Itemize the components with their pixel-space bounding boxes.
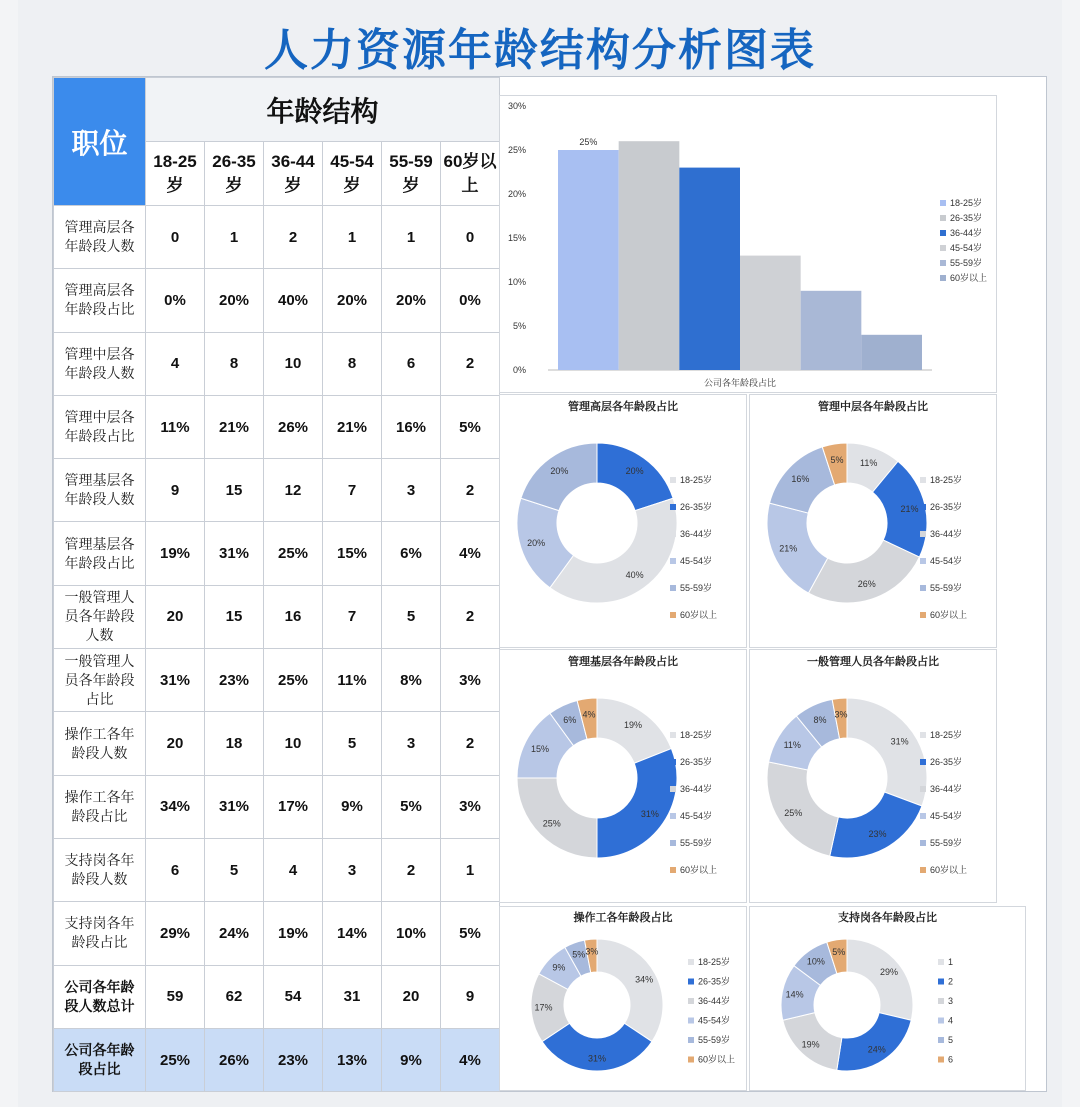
pie-data-label: 34% xyxy=(635,974,654,985)
table-row xyxy=(54,1028,500,1091)
legend-swatch xyxy=(940,245,946,251)
table-cell: 12 xyxy=(264,459,323,522)
legend-label: 2 xyxy=(948,976,954,987)
row-label: 管理中层各年龄段占比 xyxy=(54,395,146,458)
page-title: 人力资源年龄结构分析图表 xyxy=(264,26,816,75)
age-group-header: 18-25岁 xyxy=(146,142,205,206)
row-label: 管理中层各年龄段人数 xyxy=(54,332,146,395)
legend-swatch xyxy=(938,1018,944,1024)
table-cell: 2 xyxy=(264,206,323,269)
legend-swatch xyxy=(938,998,944,1004)
bar-36-44岁 xyxy=(679,168,740,370)
pie-data-label: 25% xyxy=(784,807,803,818)
legend-swatch xyxy=(670,612,676,618)
legend-swatch xyxy=(670,732,676,738)
table-cell: 3% xyxy=(441,775,500,838)
table-cell: 20% xyxy=(323,269,382,332)
legend-label: 60岁以上 xyxy=(930,610,968,620)
pie-data-label: 20% xyxy=(527,537,546,548)
y-tick-label: 5% xyxy=(512,321,526,331)
pie-data-label: 29% xyxy=(879,966,898,977)
table-cell: 5% xyxy=(441,902,500,965)
row-label: 操作工各年龄段人数 xyxy=(54,712,146,775)
legend-swatch xyxy=(940,215,946,221)
pie-slice xyxy=(521,443,597,511)
table-row xyxy=(54,522,500,585)
table-row xyxy=(54,649,500,712)
page xyxy=(18,0,1062,1107)
table-row xyxy=(54,965,500,1028)
legend-label: 36-44岁 xyxy=(950,228,983,238)
legend-swatch xyxy=(920,504,926,510)
table-cell: 4 xyxy=(264,838,323,901)
row-label: 管理基层各年龄段人数 xyxy=(54,459,146,522)
table-row xyxy=(54,395,500,458)
table-cell: 25% xyxy=(264,649,323,712)
table-cell: 1 xyxy=(205,206,264,269)
pie-data-label: 11% xyxy=(783,739,801,750)
pie-slice xyxy=(830,792,922,858)
y-tick-label: 10% xyxy=(507,277,526,287)
y-tick-label: 20% xyxy=(507,189,526,199)
table-cell: 20 xyxy=(382,965,441,1028)
legend-label: 60岁以上 xyxy=(680,865,718,875)
pie-data-label: 16% xyxy=(791,474,810,485)
table-cell: 9% xyxy=(382,1028,441,1091)
pie-title: 支持岗各年龄段占比 xyxy=(838,912,937,924)
pie-title: 管理高层各年龄段占比 xyxy=(568,401,678,413)
legend-swatch xyxy=(688,998,694,1004)
table-cell: 4% xyxy=(441,522,500,585)
bar-chart-svg xyxy=(500,96,996,392)
table-cell: 6 xyxy=(146,838,205,901)
pie-data-label: 4% xyxy=(582,709,596,720)
table-cell: 23% xyxy=(205,649,264,712)
table-cell: 5 xyxy=(323,712,382,775)
table-cell: 26% xyxy=(205,1028,264,1091)
legend-swatch xyxy=(938,979,944,985)
table-cell: 10 xyxy=(264,712,323,775)
table-cell: 40% xyxy=(264,269,323,332)
pie-chart-general xyxy=(750,650,996,902)
legend-label: 45-54岁 xyxy=(680,811,713,821)
table-cell: 16% xyxy=(382,395,441,458)
pie-panel-general xyxy=(749,649,997,903)
bar-26-35岁 xyxy=(619,141,680,370)
pie-data-label: 20% xyxy=(625,466,644,477)
table-cell: 19% xyxy=(264,902,323,965)
legend-swatch xyxy=(688,959,694,965)
legend-swatch xyxy=(920,558,926,564)
pie-title: 操作工各年龄段占比 xyxy=(573,912,673,924)
legend-swatch xyxy=(938,1057,944,1063)
bar-data-label: 25% xyxy=(579,137,598,147)
pie-data-label: 31% xyxy=(587,1053,607,1064)
row-label: 一般管理人员各年龄段占比 xyxy=(54,649,146,712)
table-cell: 20% xyxy=(382,269,441,332)
legend-label: 45-54岁 xyxy=(698,1015,731,1026)
legend-label: 26-35岁 xyxy=(950,213,983,223)
pie-data-label: 17% xyxy=(534,1002,553,1013)
table-cell: 3 xyxy=(382,459,441,522)
table-row xyxy=(54,269,500,332)
table-row xyxy=(54,206,500,269)
table-cell: 21% xyxy=(205,395,264,458)
pie-chart-support xyxy=(750,907,1025,1090)
table-cell: 15% xyxy=(323,522,382,585)
pie-data-label: 21% xyxy=(900,504,919,515)
table-cell: 0 xyxy=(441,206,500,269)
table-cell: 5% xyxy=(382,775,441,838)
row-label: 操作工各年龄段占比 xyxy=(54,775,146,838)
legend-label: 45-54岁 xyxy=(680,556,713,566)
pie-slice xyxy=(837,1013,911,1071)
y-tick-label: 25% xyxy=(507,145,526,155)
legend-swatch xyxy=(670,558,676,564)
table-cell: 59 xyxy=(146,965,205,1028)
bar-60岁以上 xyxy=(861,335,922,370)
legend-swatch xyxy=(670,840,676,846)
row-label: 支持岗各年龄段人数 xyxy=(54,838,146,901)
position-header: 职位 xyxy=(54,78,146,206)
age-group-header: 26-35岁 xyxy=(205,142,264,206)
legend-label: 45-54岁 xyxy=(930,556,963,566)
table-cell: 0 xyxy=(146,206,205,269)
table-cell: 16 xyxy=(264,585,323,648)
legend-swatch xyxy=(688,1037,694,1043)
pie-slice xyxy=(597,939,663,1042)
table-cell: 31% xyxy=(146,649,205,712)
table-cell: 11% xyxy=(323,649,382,712)
pie-data-label: 3% xyxy=(834,709,848,720)
table-cell: 14% xyxy=(323,902,382,965)
legend-swatch xyxy=(920,732,926,738)
pie-panel-grassroots xyxy=(499,649,747,903)
table-cell: 3 xyxy=(382,712,441,775)
table-cell: 34% xyxy=(146,775,205,838)
row-label: 公司各年龄段人数总计 xyxy=(54,965,146,1028)
pie-data-label: 19% xyxy=(623,720,642,731)
legend-label: 55-59岁 xyxy=(680,838,713,848)
table-cell: 11% xyxy=(146,395,205,458)
table-cell: 6 xyxy=(382,332,441,395)
legend-label: 60岁以上 xyxy=(930,865,968,875)
table-cell: 2 xyxy=(382,838,441,901)
legend-swatch xyxy=(670,759,676,765)
legend-label: 26-35岁 xyxy=(930,502,963,512)
legend-label: 55-59岁 xyxy=(930,838,963,848)
pie-data-label: 31% xyxy=(890,736,909,747)
pie-data-label: 9% xyxy=(552,962,566,973)
pie-data-label: 40% xyxy=(625,569,644,580)
pie-slice xyxy=(597,749,677,858)
table-cell: 0% xyxy=(146,269,205,332)
table-cell: 21% xyxy=(323,395,382,458)
legend-swatch xyxy=(920,531,926,537)
pie-data-label: 5% xyxy=(830,454,844,465)
legend-swatch xyxy=(920,585,926,591)
table-cell: 20 xyxy=(146,712,205,775)
legend-label: 55-59岁 xyxy=(950,258,983,268)
table-row xyxy=(54,838,500,901)
table-cell: 9 xyxy=(146,459,205,522)
legend-label: 18-25岁 xyxy=(698,957,731,967)
legend-swatch xyxy=(688,979,694,985)
table-cell: 3% xyxy=(441,649,500,712)
legend-swatch xyxy=(670,504,676,510)
table-cell: 10% xyxy=(382,902,441,965)
legend-swatch xyxy=(938,1037,944,1043)
pie-data-label: 5% xyxy=(832,947,846,958)
pie-slice xyxy=(847,698,927,806)
table-cell: 7 xyxy=(323,585,382,648)
legend-swatch xyxy=(670,813,676,819)
legend-swatch xyxy=(688,1018,694,1024)
legend-label: 6 xyxy=(948,1054,954,1065)
legend-label: 26-35岁 xyxy=(698,976,731,987)
table-cell: 2 xyxy=(441,585,500,648)
legend-swatch xyxy=(920,612,926,618)
pie-chart-senior xyxy=(500,395,746,647)
legend-label: 18-25岁 xyxy=(930,730,963,740)
table-cell: 9% xyxy=(323,775,382,838)
legend-swatch xyxy=(670,477,676,483)
row-label: 管理高层各年龄段人数 xyxy=(54,206,146,269)
row-label: 支持岗各年龄段占比 xyxy=(54,902,146,965)
legend-swatch xyxy=(940,200,946,206)
bar-18-25岁 xyxy=(558,150,619,370)
pie-data-label: 25% xyxy=(542,818,561,829)
pie-chart-grassroots xyxy=(500,650,746,902)
table-cell: 15 xyxy=(205,585,264,648)
age-group-header: 45-54岁 xyxy=(323,142,382,206)
table-cell: 1 xyxy=(382,206,441,269)
table-cell: 25% xyxy=(146,1028,205,1091)
pie-panel-support xyxy=(749,906,1026,1091)
table-cell: 2 xyxy=(441,459,500,522)
legend-label: 4 xyxy=(948,1015,954,1026)
pie-panel-senior xyxy=(499,394,747,648)
legend-label: 45-54岁 xyxy=(950,243,983,253)
legend-label: 60岁以上 xyxy=(950,273,988,283)
table-row xyxy=(54,902,500,965)
table-cell: 15 xyxy=(205,459,264,522)
pie-data-label: 26% xyxy=(857,578,876,589)
legend-label: 36-44岁 xyxy=(930,784,963,794)
pie-panel-operator xyxy=(499,906,747,1091)
pie-chart-operator xyxy=(500,907,746,1090)
legend-label: 36-44岁 xyxy=(930,529,963,539)
y-tick-label: 0% xyxy=(512,365,526,375)
table-cell: 0% xyxy=(441,269,500,332)
pie-slice xyxy=(597,443,673,511)
legend-label: 26-35岁 xyxy=(930,757,963,767)
bar-45-54岁 xyxy=(740,256,801,370)
table-cell: 19% xyxy=(146,522,205,585)
legend-label: 55-59岁 xyxy=(930,583,963,593)
table-cell: 24% xyxy=(205,902,264,965)
legend-label: 55-59岁 xyxy=(698,1035,731,1045)
legend-label: 3 xyxy=(948,996,954,1006)
table-cell: 8 xyxy=(323,332,382,395)
row-label: 公司各年龄段占比 xyxy=(54,1028,146,1091)
legend-label: 18-25岁 xyxy=(950,198,983,208)
pie-chart-middle xyxy=(750,395,996,647)
table-cell: 20% xyxy=(205,269,264,332)
age-group-header: 60岁以上 xyxy=(441,142,500,206)
legend-swatch xyxy=(670,585,676,591)
table-cell: 13% xyxy=(323,1028,382,1091)
company-age-bar-chart xyxy=(499,95,997,393)
table-cell: 3 xyxy=(323,838,382,901)
pie-panel-middle xyxy=(749,394,997,648)
pie-title: 管理中层各年龄段占比 xyxy=(818,401,928,413)
table-cell: 31% xyxy=(205,775,264,838)
legend-swatch xyxy=(940,275,946,281)
table-cell: 17% xyxy=(264,775,323,838)
table-cell: 54 xyxy=(264,965,323,1028)
table-cell: 18 xyxy=(205,712,264,775)
legend-label: 26-35岁 xyxy=(680,502,713,512)
pie-data-label: 15% xyxy=(530,743,549,754)
table-cell: 5 xyxy=(205,838,264,901)
legend-label: 60岁以上 xyxy=(698,1054,736,1065)
dashboard-board xyxy=(52,76,1047,1092)
table-cell: 10 xyxy=(264,332,323,395)
table-cell: 1 xyxy=(441,838,500,901)
table-cell: 6% xyxy=(382,522,441,585)
table-row xyxy=(54,775,500,838)
table-cell: 1 xyxy=(323,206,382,269)
pie-data-label: 5% xyxy=(572,949,586,960)
table-row xyxy=(54,712,500,775)
legend-label: 18-25岁 xyxy=(680,730,713,740)
pie-slice xyxy=(847,939,913,1020)
table-cell: 8% xyxy=(382,649,441,712)
legend-swatch xyxy=(670,867,676,873)
pie-data-label: 6% xyxy=(563,715,577,726)
legend-swatch xyxy=(920,477,926,483)
legend-label: 26-35岁 xyxy=(680,757,713,767)
legend-swatch xyxy=(688,1057,694,1063)
age-structure-table xyxy=(53,77,500,1092)
y-tick-label: 15% xyxy=(507,233,526,243)
legend-swatch xyxy=(670,786,676,792)
legend-label: 1 xyxy=(948,957,954,967)
x-axis-label: 公司各年龄段占比 xyxy=(703,378,777,388)
legend-label: 36-44岁 xyxy=(698,996,731,1006)
legend-label: 18-25岁 xyxy=(680,475,713,485)
table-cell: 31 xyxy=(323,965,382,1028)
pie-title: 一般管理人员各年龄段占比 xyxy=(807,656,939,668)
legend-swatch xyxy=(940,260,946,266)
legend-swatch xyxy=(938,959,944,965)
pie-data-label: 23% xyxy=(868,829,887,840)
pie-data-label: 8% xyxy=(813,714,827,725)
legend-swatch xyxy=(920,813,926,819)
table-cell: 5% xyxy=(441,395,500,458)
table-cell: 4 xyxy=(146,332,205,395)
pie-slice xyxy=(808,540,919,603)
pie-data-label: 21% xyxy=(779,543,798,554)
legend-swatch xyxy=(920,840,926,846)
table-cell: 26% xyxy=(264,395,323,458)
pie-data-label: 19% xyxy=(801,1039,820,1050)
table-cell: 4% xyxy=(441,1028,500,1091)
table-row xyxy=(54,332,500,395)
legend-swatch xyxy=(920,867,926,873)
age-structure-header: 年龄结构 xyxy=(146,78,500,142)
table-cell: 23% xyxy=(264,1028,323,1091)
pie-data-label: 10% xyxy=(806,956,825,967)
row-label: 一般管理人员各年龄段人数 xyxy=(54,585,146,648)
age-group-header: 36-44岁 xyxy=(264,142,323,206)
pie-data-label: 31% xyxy=(640,808,659,819)
table-row xyxy=(54,585,500,648)
table-cell: 25% xyxy=(264,522,323,585)
legend-label: 18-25岁 xyxy=(930,475,963,485)
legend-label: 36-44岁 xyxy=(680,529,713,539)
table-cell: 5 xyxy=(382,585,441,648)
legend-label: 60岁以上 xyxy=(680,610,718,620)
y-tick-label: 30% xyxy=(507,101,526,111)
legend-swatch xyxy=(670,531,676,537)
table-cell: 8 xyxy=(205,332,264,395)
table-cell: 31% xyxy=(205,522,264,585)
pie-slice xyxy=(550,498,677,603)
legend-label: 5 xyxy=(948,1035,954,1045)
age-group-header: 55-59岁 xyxy=(382,142,441,206)
row-label: 管理高层各年龄段占比 xyxy=(54,269,146,332)
table-cell: 62 xyxy=(205,965,264,1028)
bar-55-59岁 xyxy=(801,291,862,370)
table-cell: 2 xyxy=(441,332,500,395)
pie-data-label: 20% xyxy=(550,466,569,477)
table-row xyxy=(54,459,500,522)
pie-title: 管理基层各年龄段占比 xyxy=(568,656,678,668)
table-cell: 2 xyxy=(441,712,500,775)
pie-data-label: 3% xyxy=(585,946,599,957)
legend-swatch xyxy=(920,786,926,792)
legend-label: 36-44岁 xyxy=(680,784,713,794)
table-cell: 20 xyxy=(146,585,205,648)
pie-slice xyxy=(767,762,838,856)
table-cell: 29% xyxy=(146,902,205,965)
table-cell: 7 xyxy=(323,459,382,522)
row-label: 管理基层各年龄段占比 xyxy=(54,522,146,585)
legend-label: 55-59岁 xyxy=(680,583,713,593)
pie-data-label: 11% xyxy=(859,457,878,468)
legend-swatch xyxy=(940,230,946,236)
legend-label: 45-54岁 xyxy=(930,811,963,821)
table-cell: 9 xyxy=(441,965,500,1028)
pie-data-label: 14% xyxy=(785,989,804,1000)
legend-swatch xyxy=(920,759,926,765)
pie-data-label: 24% xyxy=(867,1044,886,1055)
